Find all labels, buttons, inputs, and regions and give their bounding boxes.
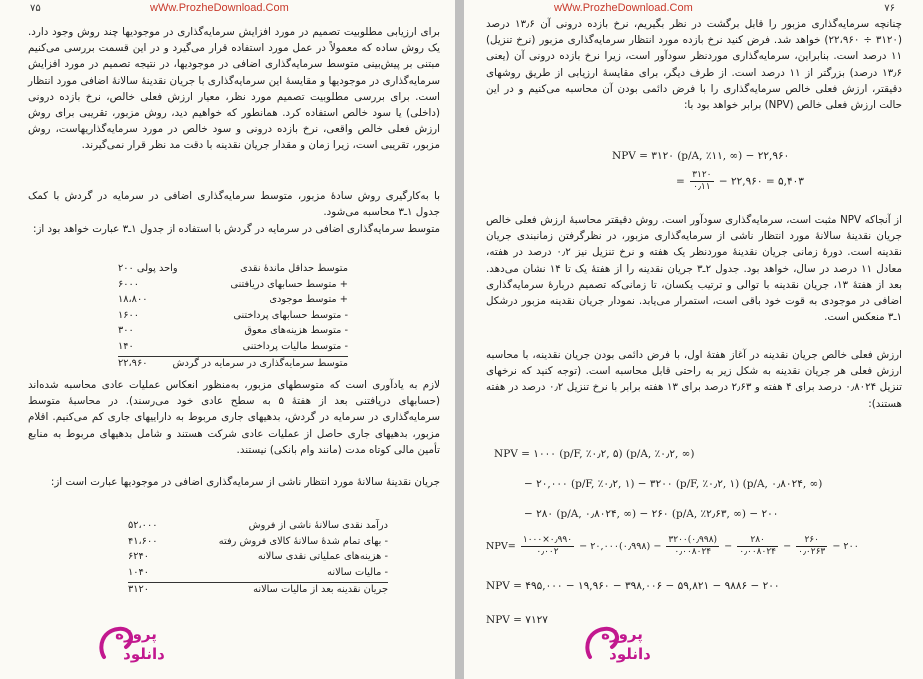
table-row: - مالیات سالانه ۱۰۴۰ — [128, 566, 388, 578]
table-row: - هزینه‌های عملیاتی نقدی سالانه ۶۲۴۰ — [128, 551, 388, 562]
fraction: $\frac{۲۶۰}{۰٫۰۲۶۳}$ — [798, 535, 826, 557]
paragraph: با به‌کارگیری روش سادهٔ مزبور، متوسط سرمایه‌گذاری اضافی در سرمایه در گردش با کمک جدول ۱ـ۳ محاسبه می‌شود. — [28, 190, 440, 219]
logo-text-line2: دانلود — [609, 645, 651, 663]
fraction: $\frac{۲۸۰}{۰٫۰۰۸۰۲۴}$ — [739, 535, 776, 557]
npv-equation: − ۲۰,۰۰۰ (p/F, ٪۰٫۲, ۱) − ۳۲۰۰ (p/F, ٪۰٫۲, ۱) (p/A, ۰٫۸۰۲۴, ∞) — [524, 478, 823, 490]
table-row: - متوسط مالیات پرداختنی ۱۴۰ — [118, 340, 348, 352]
table-row: + متوسط موجودی ۱۸،۸۰۰ — [118, 294, 348, 305]
paragraph: جریان نقدینهٔ سالانهٔ مورد انتظار ناشی از سرمایه‌گذاری اضافی در موجودیها عبارت است از: — [50, 476, 440, 488]
npv-equation: − ۲۸۰ (p/A, ۰٫۸۰۲۴, ∞) − ۲۶۰ (p/A, ٪۲٫۶۳, ∞) − ۲۰۰ — [524, 508, 779, 520]
book-gutter — [455, 0, 464, 679]
table-row: درآمد نقدی سالانهٔ ناشی از فروش ۵۲،۰۰۰ — [128, 520, 388, 531]
table-total-row: متوسط سرمایه‌گذاری در سرمایه در گردش ۲۲،۹۶۰ — [118, 358, 348, 369]
npv-equation-result: = $\frac{۳۱۲۰}{۰٫۱۱}$ − ۲۲,۹۶۰ = ۵,۴۰۳ — [676, 170, 804, 192]
table-row: - بهای تمام شدهٔ سالانهٔ کالای فروش رفته ۴۱،۶۰۰ — [128, 535, 388, 547]
logo-mark-icon — [582, 617, 662, 667]
fraction: $\frac{۳۲۰۰(۰٫۹۹۸)}{۰٫۰۰۸۰۲۴}$ — [668, 535, 718, 557]
npv-final-result: NPV = ۷۱۲۷ — [486, 614, 548, 626]
total-rule — [128, 582, 388, 583]
logo-text-line1: پروژه — [115, 625, 157, 643]
npv-fraction-equation: NPV= $\frac{۱۰۰۰\times ۰٫۹۹۰}{۰٫۰۰۲}$ − ۲۰,۰۰۰(۰٫۹۹۸) − $\frac{۳۲۰۰(۰٫۹۹۸)}{۰٫۰۰۸۰۲۴}$ − $\frac{۲۸۰}{۰٫۰۰۸۰۲۴}$ − $\frac{۲۶۰}{۰٫۰۲۶۳}$ − ۲۰۰ — [486, 535, 859, 557]
paragraph: از آنجاکه NPV مثبت است، سرمایه‌گذاری سودآور است. روش دقیقتر محاسبهٔ ارزش فعلی خالص جریان نقدینهٔ سالانهٔ مورد انتظار ناشی از سرمایه‌گذاری مزبور، در نظرگرفتن زمانبندی جریان نقدینه است. دورهٔ زمانی جریان نقدینهٔ موردنظر یک هفته و نرخ تنزیل نیز ۰٫۲ درصد در هفته، معادل ۱۱ درصد در سال، خواهد بود. جدول ۲ـ۳ جریان نقدینه را از هفتهٔ یک تا ۱۴ نشان می‌دهد. بعد از هفتهٔ ۱۳، جریان نقدینه با توالی و ترتیب یکسان، تا زمانی‌که تصمیم دربارهٔ سرمایه‌گذاری اضافی در موجودی به قوت خود باقی است، استمرار می‌یابد. نمودار جریان نقدینه مزبور درشکل ۱ـ۳ منعکس است. — [486, 214, 902, 324]
fraction: $\frac{۱۰۰۰\times ۰٫۹۹۰}{۰٫۰۰۲}$ — [522, 535, 573, 557]
table-row: - متوسط هزینه‌های معوق ۳۰۰ — [118, 325, 348, 336]
table-row: + متوسط حسابهای دریافتنی ۶۰۰۰ — [118, 278, 348, 290]
watermark-url: wWw.ProzheDownload.Com — [150, 2, 289, 14]
npv-equation: NPV = ۴۹۵,۰۰۰ − ۱۹,۹۶۰ − ۳۹۸,۰۰۶ − ۵۹,۸۲۱ − ۹۸۸۶ − ۲۰۰ — [486, 580, 780, 592]
site-logo — [96, 617, 176, 671]
npv-equation: NPV = ۱۰۰۰ (p/F, ٪۰٫۲, ۵) (p/A, ٪۰٫۲, ∞) — [494, 448, 695, 460]
site-logo — [582, 617, 662, 671]
total-rule — [118, 356, 348, 357]
logo-text-line2: دانلود — [123, 645, 165, 663]
right-page — [464, 0, 923, 679]
left-page — [0, 0, 455, 679]
logo-text-line1: پروژه — [601, 625, 643, 643]
paragraph: ارزش فعلی خالص جریان نقدینه در آغاز هفتهٔ اول، با فرض دائمی بودن جریان نقدینه، با محاسبه ارزش فعلی هر جریان نقدینه به شکل زیر به راحتی قابل محاسبه است. (توجه کنید که نرخهای تنزیل ۰٫۸۰۲۴ درصد برای ۴ هفته و ۲٫۶۳ درصد برای ۱۳ هفته برابر با نرخ تنزیل ۰٫۲ درصد در هفته هستند): — [486, 349, 902, 410]
page-number: ۷۵ — [30, 3, 41, 14]
fraction: $\frac{۳۱۲۰}{۰٫۱۱}$ — [692, 170, 712, 192]
cash-flow-table — [128, 520, 388, 600]
logo-mark-icon — [96, 617, 176, 667]
intro-paragraph: برای ارزیابی مطلوبیت تصمیم در مورد افزایش سرمایه‌گذاری در موجودیها چند روش وجود دارد. یک روش ساده که معمولاً در عمل مورد استفاده قرار می‌گیرد و در این قسمت بررسی می‌کنیم مبتنی بر پیش‌بینی متوسط سرمایه‌گذاری اضافی در موجودیها، در نتیجه تصمیم در مورد افزایش سرمایه‌گذاری در موجودیها و مقایسهٔ این سرمایه‌گذاری با جریان نقدینهٔ سالانهٔ اضافی مورد انتظار است. برای بررسی مطلوبیت تصمیم مورد نظر، معیار ارزش فعلی خالص، نرخ بازده درونی (داخلی) یا سود خالص استفاده کرد. همانطور که خواهیم دید، روش مزبور، تقریبی برای روش ارزش فعلی خالص واقعی، نرخ بازده درونی و سود خالص در مورد سرمایه‌گذاریهاست، روش مزبور، تقریبی است، زیرا زمان و مقدار جریان نقدینه با دقت مد نظر قرار نمی‌گیرند. — [28, 26, 440, 152]
npv-equation: NPV = ۳۱۲۰ (p/A, ٪۱۱, ∞) − ۲۲,۹۶۰ — [612, 150, 790, 162]
table-row: متوسط حداقل ماندهٔ نقدی ۲۰۰ واحد پولی — [118, 263, 348, 274]
page-number: ۷۶ — [884, 3, 895, 14]
watermark-url: wWw.ProzheDownload.Com — [554, 2, 693, 14]
working-capital-table — [118, 263, 348, 374]
table-row: - متوسط حسابهای پرداختنی ۱۶۰۰ — [118, 309, 348, 321]
paragraph: متوسط سرمایه‌گذاری اضافی در سرمایه در گردش با استفاده از جدول ۱ـ۳ عبارت خواهد بود از: — [32, 223, 440, 235]
paragraph: چنانچه سرمایه‌گذاری مزبور را قابل برگشت در نظر بگیریم، نرخ بازده درونی آن ۱۳٫۶ درصد (۳۱۲۰ ÷ ۲۲،۹۶۰) خواهد شد. فرض کنید نرخ بازده مورد انتظار سرمایه‌گذاری مزبور (نرخ تنزیل) ۱۱ درصد است. بنابراین، سرمایه‌گذاری موردنظر سودآور است، زیرا نرخ بازده درونی آن (یعنی ۱۳٫۶ درصد) بزرگتر از ۱۱ درصد است. از طرف دیگر، برای مقایسهٔ ارزیابی از طریق روشهای دقیقتر، ارزش فعلی خالص سرمایه‌گذاری را با فرض دائمی بودن آن محاسبه می‌کنیم و در این حالت ارزش فعلی خالص (NPV) برابر خواهد بود با: — [486, 18, 902, 112]
table-total-row: جریان نقدینه بعد از مالیات سالانه ۳۱۲۰ — [128, 584, 388, 595]
paragraph: لازم به یادآوری است که متوسطهای مزبور، به‌منظور انعکاس عملیات عادی محاسبه شده‌اند (حسابهای دریافتنی بعد از هفتهٔ ۵ به سطح عادی خود می‌رسند). در محاسبهٔ متوسط سرمایه‌گذاری در سرمایه در گردش، بدهیهای جاری مربوط به داراییهای جاری کم می‌کنیم. اقلام مزبور، بدهیهای جاری حاصل از عملیات عادی شرکت هستند و شامل بدهیهای مربوط به منابع تأمین مالی کوتاه مدت (مانند وام بانکی) نیستند. — [28, 379, 441, 456]
